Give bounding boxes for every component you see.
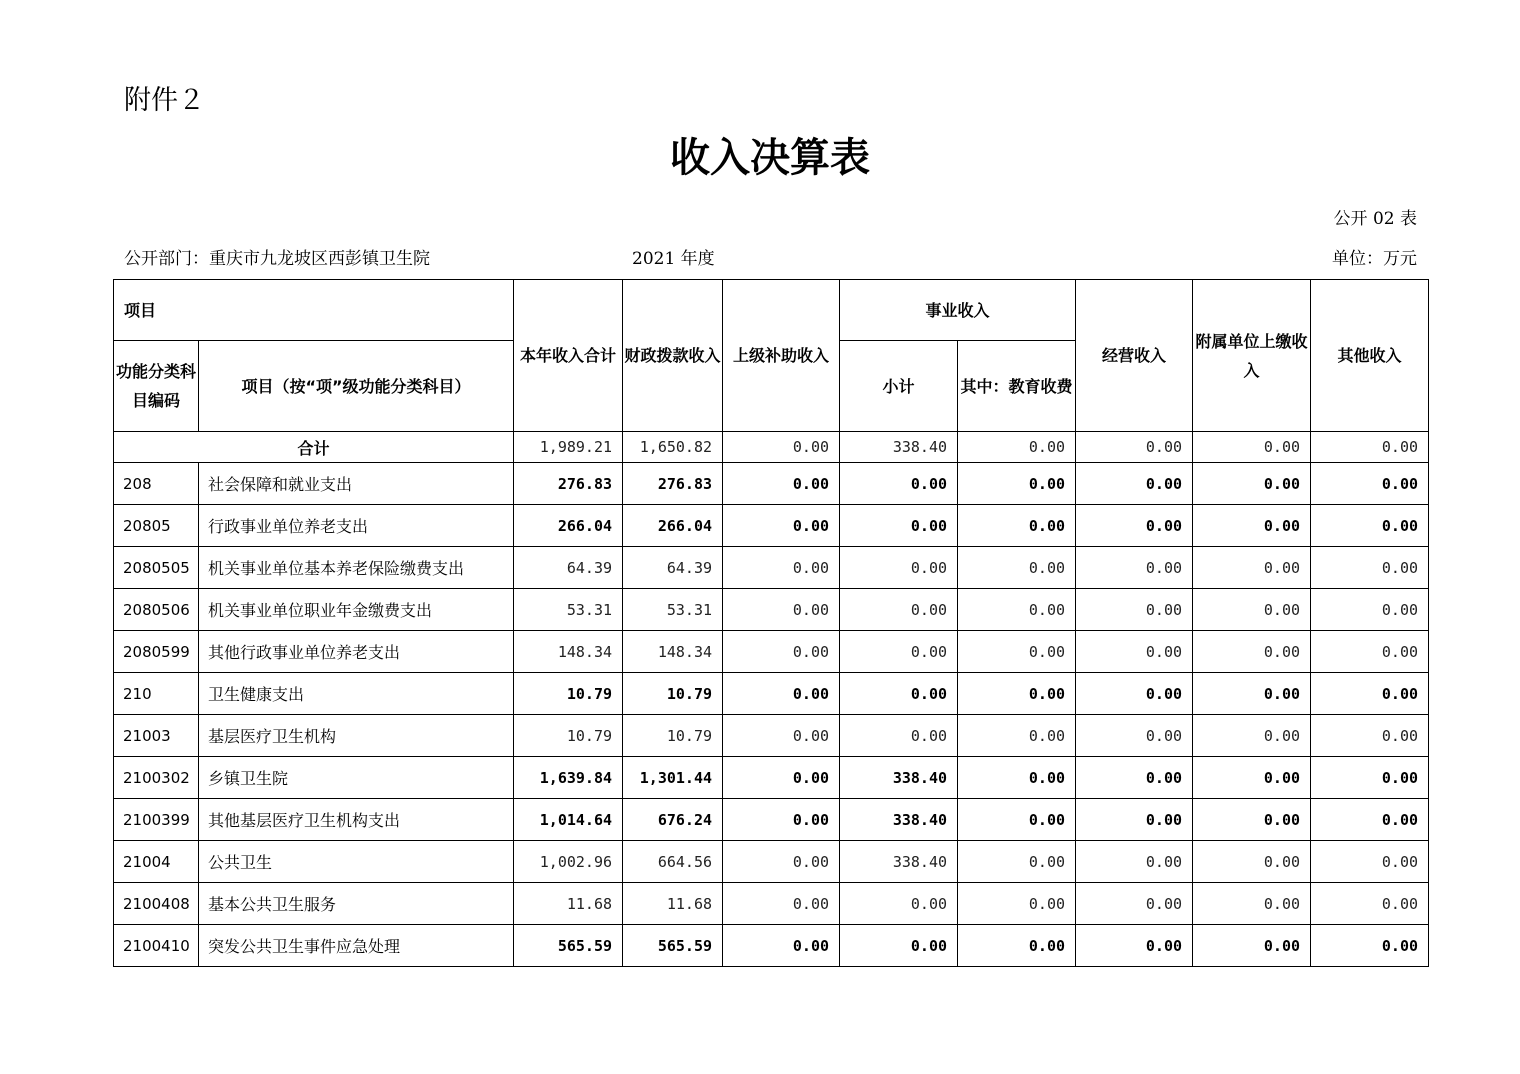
row-value: 0.00 xyxy=(1193,841,1311,883)
row-value: 0.00 xyxy=(1311,715,1429,757)
row-code: 21003 xyxy=(114,715,199,757)
row-value: 0.00 xyxy=(840,925,958,967)
header-total-income: 本年收入合计 xyxy=(514,280,623,432)
row-value: 0.00 xyxy=(723,925,840,967)
row-value: 0.00 xyxy=(723,799,840,841)
row-value: 11.68 xyxy=(514,883,623,925)
header-func-code: 功能分类科目编码 xyxy=(114,341,199,432)
row-value: 0.00 xyxy=(723,757,840,799)
row-value: 0.00 xyxy=(840,673,958,715)
department-label: 公开部门：重庆市九龙坡区西彭镇卫生院 xyxy=(124,249,430,269)
table-row xyxy=(114,463,1429,505)
row-value: 0.00 xyxy=(1076,463,1193,505)
row-value: 0.00 xyxy=(1193,505,1311,547)
row-value: 0.00 xyxy=(958,673,1076,715)
row-value: 0.00 xyxy=(723,463,840,505)
row-value: 565.59 xyxy=(623,925,723,967)
row-value: 0.00 xyxy=(1311,841,1429,883)
row-value: 0.00 xyxy=(958,505,1076,547)
row-value: 266.04 xyxy=(514,505,623,547)
table-row xyxy=(114,673,1429,715)
table-row xyxy=(114,589,1429,631)
row-value: 0.00 xyxy=(1311,799,1429,841)
row-value: 0.00 xyxy=(723,883,840,925)
row-value: 0.00 xyxy=(840,715,958,757)
header-subtotal: 小计 xyxy=(840,341,958,432)
row-value: 0.00 xyxy=(958,799,1076,841)
row-value: 53.31 xyxy=(514,589,623,631)
row-value: 1,639.84 xyxy=(514,757,623,799)
row-value: 0.00 xyxy=(1311,757,1429,799)
row-name: 突发公共卫生事件应急处理 xyxy=(199,925,514,967)
row-value: 53.31 xyxy=(623,589,723,631)
row-value: 664.56 xyxy=(623,841,723,883)
table-row xyxy=(114,883,1429,925)
row-value: 0.00 xyxy=(1193,799,1311,841)
row-value: 0.00 xyxy=(840,547,958,589)
row-value: 0.00 xyxy=(723,673,840,715)
total-cell: 1,650.82 xyxy=(623,432,723,463)
fiscal-year: 2021 年度 xyxy=(632,249,715,269)
table-row xyxy=(114,715,1429,757)
row-value: 10.79 xyxy=(514,715,623,757)
row-value: 0.00 xyxy=(1076,799,1193,841)
row-value: 0.00 xyxy=(1076,883,1193,925)
row-value: 1,301.44 xyxy=(623,757,723,799)
header-superior-subsidy: 上级补助收入 xyxy=(723,280,840,432)
total-row xyxy=(114,432,1429,463)
header-education-fee: 其中：教育收费 xyxy=(958,341,1076,432)
row-name: 机关事业单位职业年金缴费支出 xyxy=(199,589,514,631)
row-name: 行政事业单位养老支出 xyxy=(199,505,514,547)
row-code: 208 xyxy=(114,463,199,505)
header-operating-income: 经营收入 xyxy=(1076,280,1193,432)
row-value: 0.00 xyxy=(723,589,840,631)
unit-label: 单位：万元 xyxy=(1332,249,1417,269)
row-value: 338.40 xyxy=(840,757,958,799)
header-item-name: 项目（按“项”级功能分类科目） xyxy=(199,341,514,432)
row-code: 2100408 xyxy=(114,883,199,925)
row-value: 0.00 xyxy=(1076,757,1193,799)
row-value: 10.79 xyxy=(623,715,723,757)
total-cell: 0.00 xyxy=(1076,432,1193,463)
total-label: 合计 xyxy=(114,432,514,463)
header-item: 项目 xyxy=(114,280,514,341)
row-value: 0.00 xyxy=(1076,505,1193,547)
row-code: 2080506 xyxy=(114,589,199,631)
total-cell: 0.00 xyxy=(958,432,1076,463)
row-code: 210 xyxy=(114,673,199,715)
row-name: 其他基层医疗卫生机构支出 xyxy=(199,799,514,841)
row-value: 0.00 xyxy=(958,883,1076,925)
row-value: 0.00 xyxy=(1193,589,1311,631)
row-value: 0.00 xyxy=(840,463,958,505)
row-value: 0.00 xyxy=(1193,925,1311,967)
row-value: 0.00 xyxy=(1193,463,1311,505)
row-value: 0.00 xyxy=(840,883,958,925)
row-value: 0.00 xyxy=(1311,883,1429,925)
table-row xyxy=(114,757,1429,799)
row-value: 0.00 xyxy=(723,505,840,547)
row-value: 0.00 xyxy=(723,841,840,883)
row-value: 266.04 xyxy=(623,505,723,547)
row-value: 0.00 xyxy=(1076,631,1193,673)
page-title: 收入决算表 xyxy=(670,134,870,181)
row-value: 0.00 xyxy=(958,925,1076,967)
row-value: 0.00 xyxy=(1311,589,1429,631)
row-name: 机关事业单位基本养老保险缴费支出 xyxy=(199,547,514,589)
row-code: 21004 xyxy=(114,841,199,883)
row-value: 338.40 xyxy=(840,841,958,883)
header-business-income: 事业收入 xyxy=(840,280,1076,341)
row-value: 0.00 xyxy=(958,757,1076,799)
total-cell: 0.00 xyxy=(1311,432,1429,463)
row-value: 148.34 xyxy=(623,631,723,673)
row-name: 社会保障和就业支出 xyxy=(199,463,514,505)
header-affiliated: 附属单位上缴收入 xyxy=(1193,280,1311,432)
row-name: 卫生健康支出 xyxy=(199,673,514,715)
row-value: 0.00 xyxy=(1076,673,1193,715)
row-value: 0.00 xyxy=(1076,841,1193,883)
row-name: 基层医疗卫生机构 xyxy=(199,715,514,757)
income-table xyxy=(113,279,1429,967)
row-value: 0.00 xyxy=(840,631,958,673)
row-value: 10.79 xyxy=(514,673,623,715)
row-value: 276.83 xyxy=(514,463,623,505)
row-value: 0.00 xyxy=(723,547,840,589)
row-value: 1,014.64 xyxy=(514,799,623,841)
row-value: 0.00 xyxy=(958,463,1076,505)
row-value: 0.00 xyxy=(1193,673,1311,715)
row-value: 0.00 xyxy=(1193,883,1311,925)
row-name: 乡镇卫生院 xyxy=(199,757,514,799)
row-value: 0.00 xyxy=(1193,757,1311,799)
table-row xyxy=(114,799,1429,841)
form-number: 公开 02 表 xyxy=(1333,209,1417,229)
row-value: 0.00 xyxy=(1311,463,1429,505)
row-value: 276.83 xyxy=(623,463,723,505)
row-value: 0.00 xyxy=(1193,631,1311,673)
total-cell: 0.00 xyxy=(1193,432,1311,463)
row-value: 0.00 xyxy=(958,841,1076,883)
row-value: 0.00 xyxy=(1076,925,1193,967)
attachment-label: 附件２ xyxy=(124,85,205,116)
row-value: 0.00 xyxy=(1193,547,1311,589)
row-code: 2080599 xyxy=(114,631,199,673)
row-value: 64.39 xyxy=(514,547,623,589)
row-value: 0.00 xyxy=(958,631,1076,673)
total-cell: 0.00 xyxy=(723,432,840,463)
header-other: 其他收入 xyxy=(1311,280,1429,432)
row-value: 0.00 xyxy=(1076,589,1193,631)
row-code: 2100302 xyxy=(114,757,199,799)
row-value: 0.00 xyxy=(840,505,958,547)
header-fiscal: 财政拨款收入 xyxy=(623,280,723,432)
row-value: 11.68 xyxy=(623,883,723,925)
row-value: 0.00 xyxy=(1076,547,1193,589)
table-row xyxy=(114,925,1429,967)
row-value: 0.00 xyxy=(1311,505,1429,547)
row-value: 0.00 xyxy=(1193,715,1311,757)
total-cell: 338.40 xyxy=(840,432,958,463)
row-value: 1,002.96 xyxy=(514,841,623,883)
row-value: 0.00 xyxy=(840,589,958,631)
row-value: 0.00 xyxy=(1311,925,1429,967)
table-row xyxy=(114,841,1429,883)
row-value: 0.00 xyxy=(958,589,1076,631)
row-value: 64.39 xyxy=(623,547,723,589)
row-value: 0.00 xyxy=(1311,631,1429,673)
row-value: 0.00 xyxy=(958,715,1076,757)
row-value: 0.00 xyxy=(1076,715,1193,757)
table-row xyxy=(114,547,1429,589)
row-value: 0.00 xyxy=(723,715,840,757)
row-value: 148.34 xyxy=(514,631,623,673)
row-code: 2100410 xyxy=(114,925,199,967)
row-value: 676.24 xyxy=(623,799,723,841)
row-value: 0.00 xyxy=(958,547,1076,589)
row-value: 0.00 xyxy=(1311,673,1429,715)
table-row xyxy=(114,505,1429,547)
row-value: 0.00 xyxy=(723,631,840,673)
row-code: 2100399 xyxy=(114,799,199,841)
row-value: 10.79 xyxy=(623,673,723,715)
row-value: 0.00 xyxy=(1311,547,1429,589)
row-name: 公共卫生 xyxy=(199,841,514,883)
row-name: 基本公共卫生服务 xyxy=(199,883,514,925)
row-name: 其他行政事业单位养老支出 xyxy=(199,631,514,673)
row-code: 2080505 xyxy=(114,547,199,589)
row-value: 338.40 xyxy=(840,799,958,841)
row-code: 20805 xyxy=(114,505,199,547)
row-value: 565.59 xyxy=(514,925,623,967)
total-cell: 1,989.21 xyxy=(514,432,623,463)
table-row xyxy=(114,631,1429,673)
